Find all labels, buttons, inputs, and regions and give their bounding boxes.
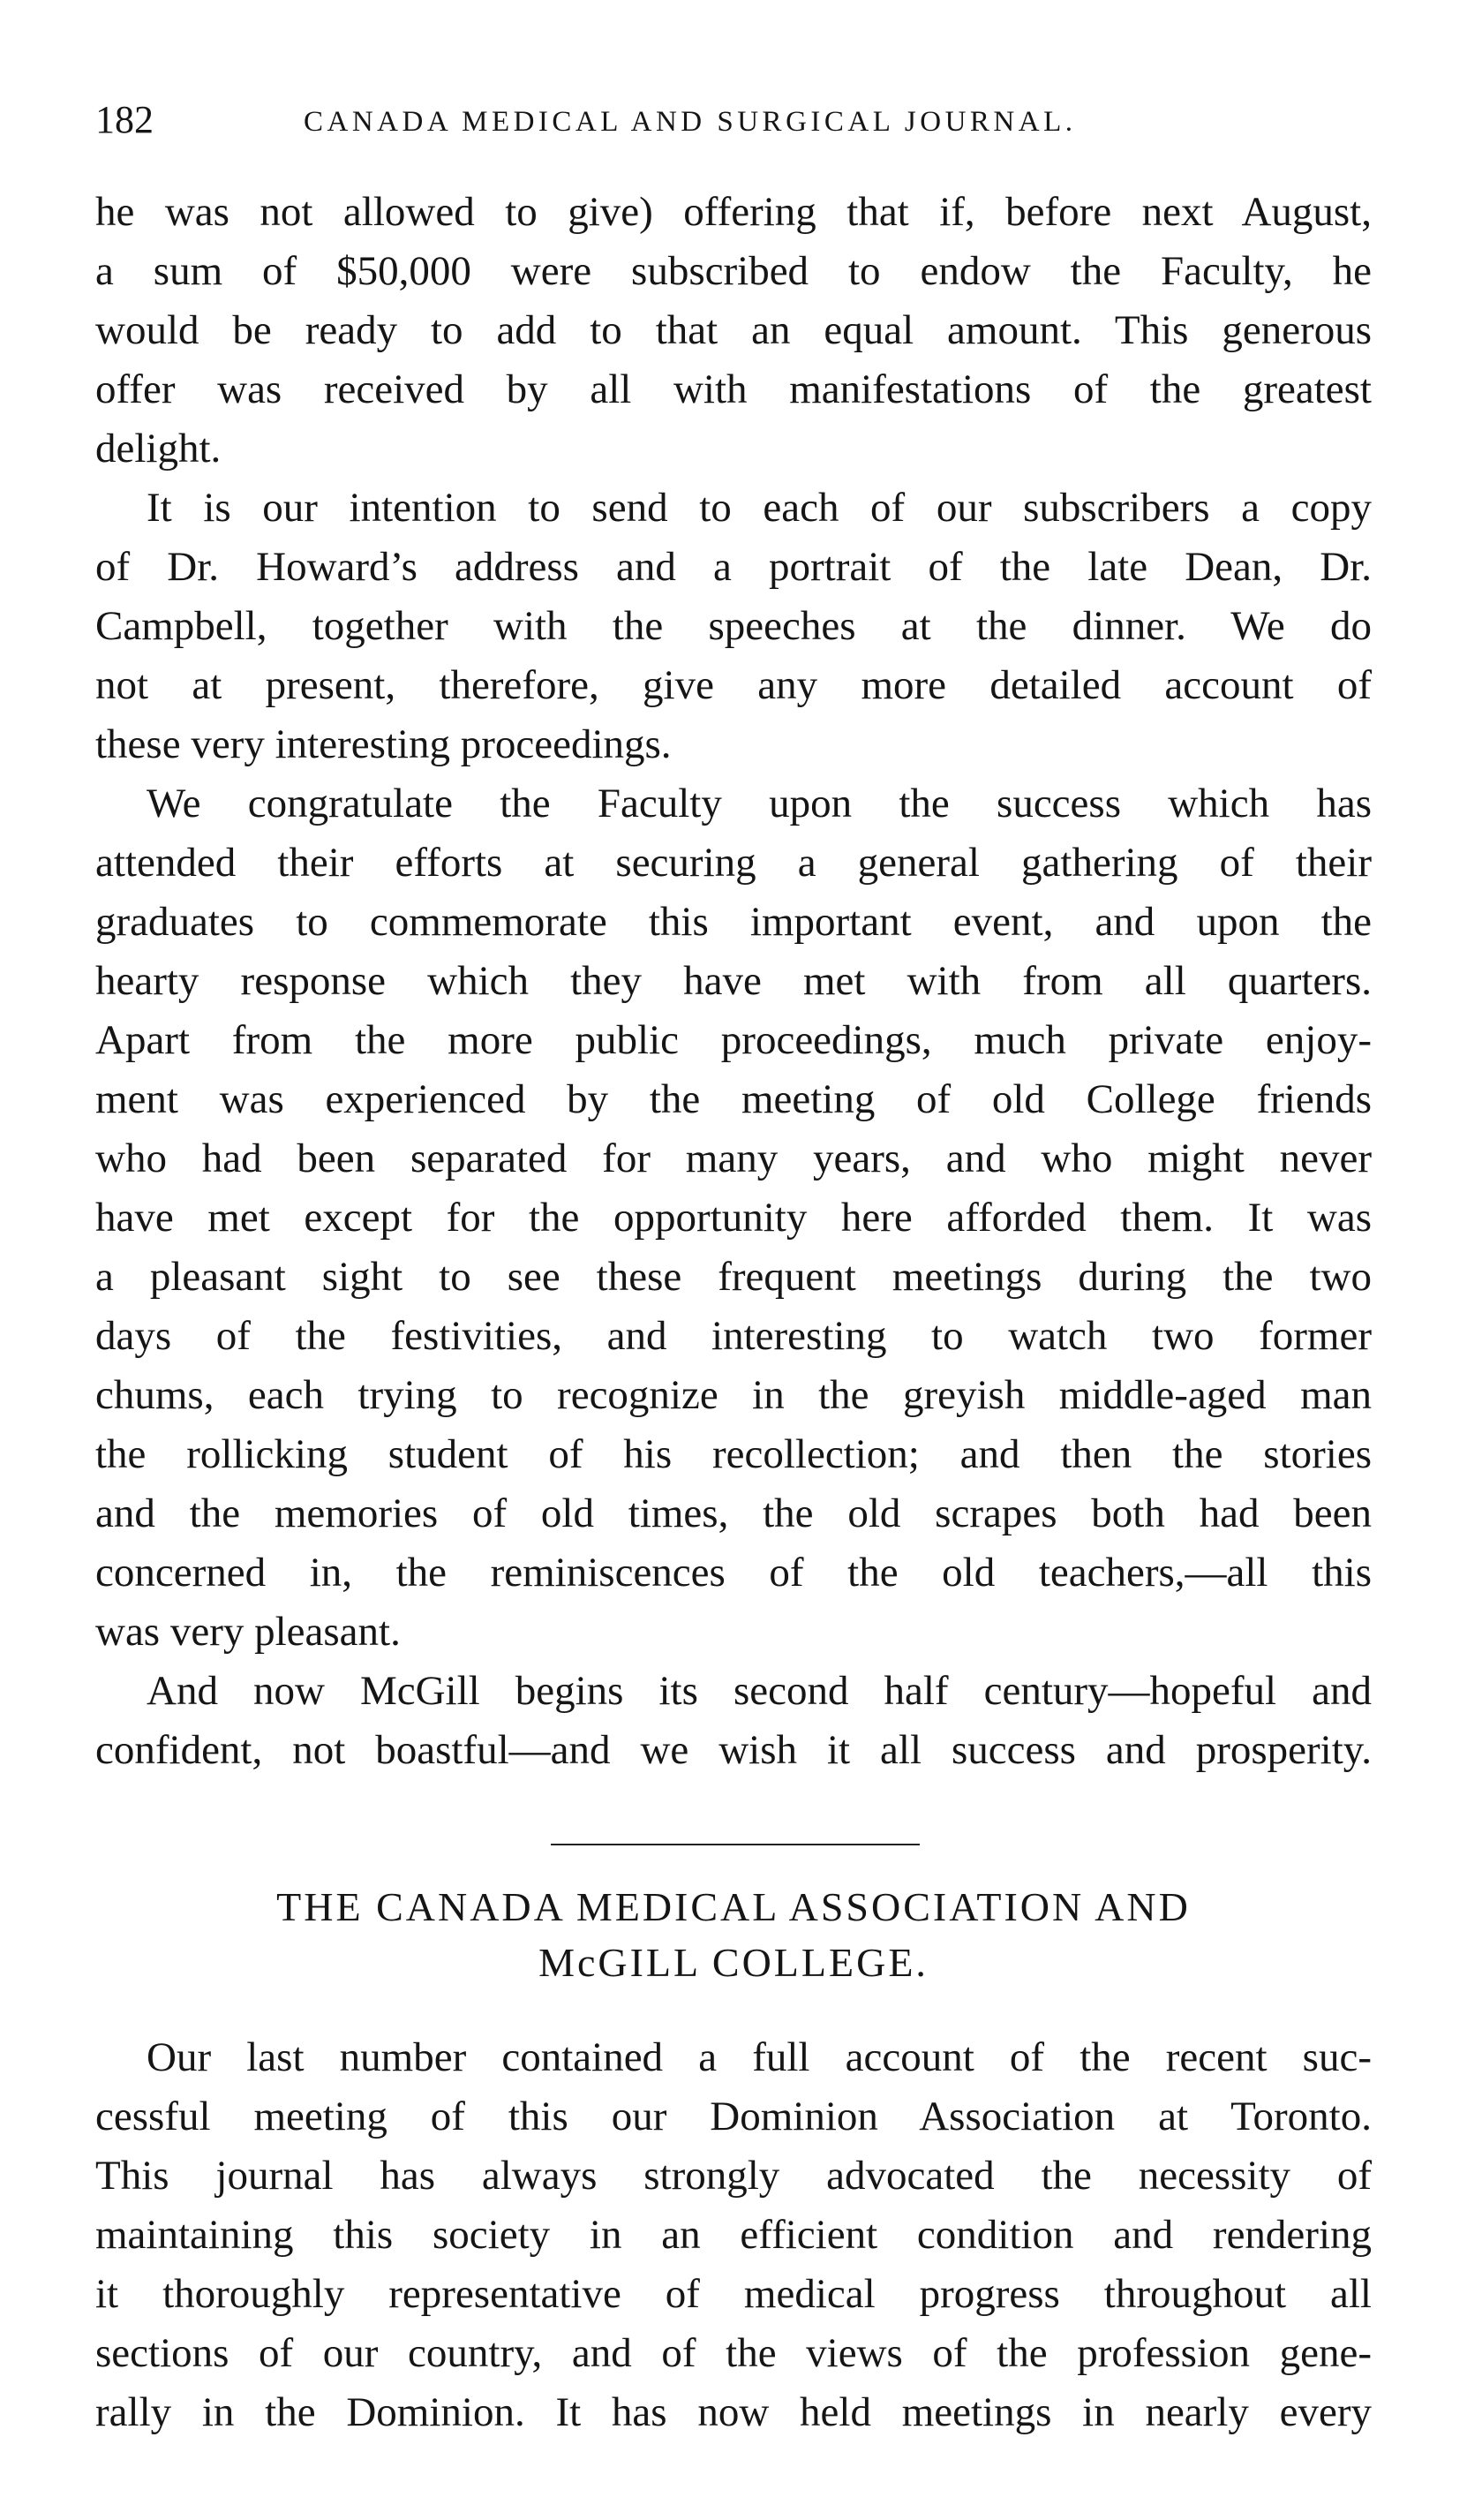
text-line: graduates to commemorate this important event, and upon the	[95, 899, 1372, 945]
article-body-mcgill	[95, 183, 1372, 1780]
text-line: delight.	[95, 426, 222, 472]
section-heading: THE CANADA MEDICAL ASSOCIATION AND	[276, 1884, 1191, 1929]
paragraph-start-line: Our last number contained a full account of the recent suc-	[147, 2034, 1372, 2080]
text-line: and the memories of old times, the old scrapes both had been	[95, 1490, 1372, 1536]
section-divider	[551, 1844, 920, 1845]
text-line: chums, each trying to recognize in the greyish middle-aged man	[95, 1372, 1372, 1418]
text-line: who had been separated for many years, and who might never	[95, 1136, 1372, 1181]
text-line: ment was experienced by the meeting of old College friends	[95, 1076, 1372, 1122]
text-line: days of the festivities, and interesting to watch two former	[95, 1313, 1372, 1359]
paragraph-start-line: We congratulate the Faculty upon the success which has	[147, 781, 1372, 826]
text-line: a pleasant sight to see these frequent meetings during the two	[95, 1254, 1372, 1300]
article-body-association	[95, 2028, 1372, 2442]
text-line: was very pleasant.	[95, 1609, 401, 1655]
text-line: sections of our country, and of the views of the profession gene-	[95, 2330, 1372, 2376]
text-line: not at present, therefore, give any more detailed account of	[95, 662, 1372, 708]
text-line: of Dr. Howard’s address and a portrait of the late Dean, Dr.	[95, 544, 1372, 590]
text-line: rally in the Dominion. It has now held meetings in nearly every	[95, 2389, 1372, 2435]
section-heading-continued: McGILL COLLEGE.	[538, 1940, 929, 1985]
text-line: Campbell, together with the speeches at the dinner. We do	[95, 603, 1372, 649]
text-line: it thoroughly representative of medical progress throughout all	[95, 2271, 1372, 2317]
text-line: hearty response which they have met with from all quarters.	[95, 958, 1372, 1004]
text-line: Apart from the more public proceedings, much private enjoy-	[95, 1017, 1372, 1063]
text-line: maintaining this society in an efficient condition and rendering	[95, 2212, 1372, 2258]
running-head	[95, 94, 1372, 147]
page-number: 182	[95, 98, 154, 141]
text-line: confident, not boastful—and we wish it all success and prosperity.	[95, 1727, 1372, 1773]
text-line: This journal has always strongly advocated the necessity of	[95, 2153, 1372, 2199]
text-line: a sum of $50,000 were subscribed to endow the Faculty, he	[95, 248, 1372, 294]
text-line: concerned in, the reminiscences of the old teachers,—all this	[95, 1550, 1372, 1596]
text-line: he was not allowed to give) offering that if, before next August,	[95, 189, 1372, 235]
text-line: attended their efforts at securing a general gathering of their	[95, 840, 1372, 886]
text-line: offer was received by all with manifestations of the greatest	[95, 366, 1372, 412]
journal-title: CANADA MEDICAL AND SURGICAL JOURNAL.	[304, 106, 1077, 138]
paragraph-start-line: And now McGill begins its second half century—hopeful and	[147, 1668, 1372, 1714]
text-line: would be ready to add to that an equal amount. This generous	[95, 307, 1372, 353]
text-line: these very interesting proceedings.	[95, 721, 672, 767]
text-line: the rollicking student of his recollection; and then the stories	[95, 1431, 1372, 1477]
paragraph-start-line: It is our intention to send to each of our subscribers a copy	[147, 485, 1372, 531]
text-line: cessful meeting of this our Dominion Association at Toronto.	[95, 2094, 1372, 2139]
text-line: have met except for the opportunity here afforded them. It was	[95, 1195, 1372, 1241]
